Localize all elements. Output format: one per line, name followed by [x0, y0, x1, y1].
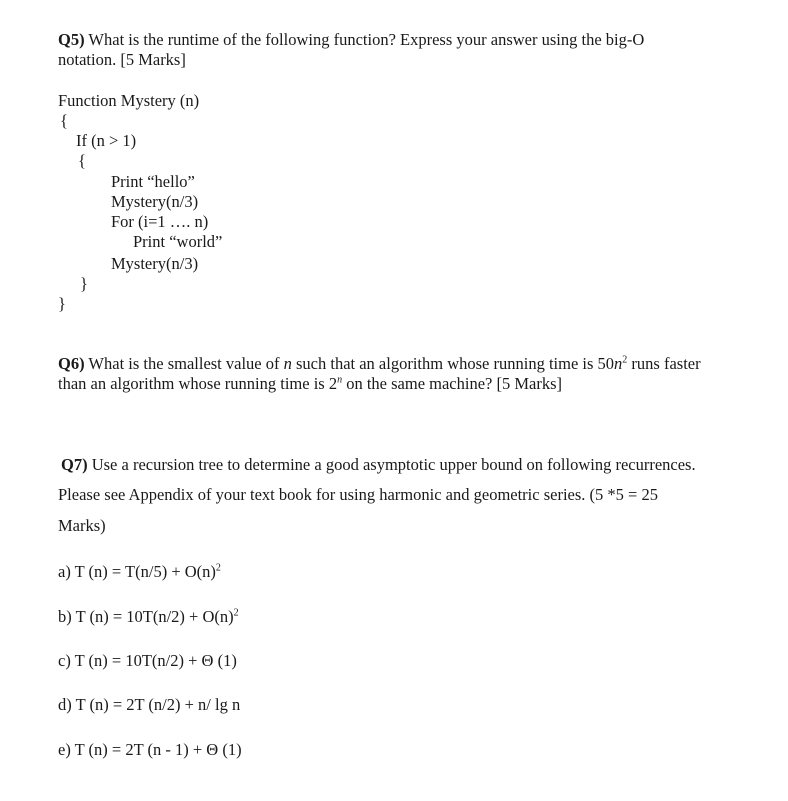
code-print-hello: Print “hello” [111, 172, 195, 191]
q7-line2: Please see Appendix of your text book for using harmonic and geometric series. (5 *5 = 25 [58, 485, 658, 504]
q7-item-d: d) T (n) = 2T (n/2) + n/ lg n [58, 695, 241, 714]
code-call-1: Mystery(n/3) [111, 192, 199, 211]
q5-line2: notation. [5 Marks] [58, 50, 186, 69]
q7-item-b-text: b) T (n) = 10T(n/2) + O(n) [58, 607, 234, 626]
q6-text-b: such that an algorithm whose running time is 50 [291, 354, 615, 373]
q6-line1 [58, 354, 701, 374]
q6-line2-a: than an algorithm whose running time is 2 [58, 374, 338, 393]
q7-label: Q7) [61, 455, 88, 474]
code-open-brace: { [60, 111, 68, 130]
q7-item-a [58, 562, 221, 582]
q5-label: Q5) [58, 30, 85, 49]
code-if-line: If (n > 1) [76, 131, 137, 150]
q6-text-a: What is the smallest value of [88, 354, 284, 373]
q7-item-e: e) T (n) = 2T (n - 1) + Θ (1) [58, 740, 242, 759]
q7-item-a-text: a) T (n) = T(n/5) + O(n) [58, 562, 216, 581]
q6-line2-b: on the same machine? [5 Marks] [342, 374, 563, 393]
code-print-world: Print “world” [133, 232, 223, 251]
code-close-brace: } [58, 294, 66, 313]
q6-exp-n: n [337, 374, 343, 386]
q7-item-c: c) T (n) = 10T(n/2) + Θ (1) [58, 651, 237, 670]
q5-text-line1: What is the runtime of the following function? Express your answer using the big-O [88, 30, 645, 49]
q7-text-line1: Use a recursion tree to determine a good asymptotic upper bound on following recurrences. [91, 455, 696, 474]
q7-item-b [58, 607, 239, 627]
q6-text-c: runs faster [627, 354, 701, 373]
q7-line3: Marks) [58, 516, 106, 535]
code-call-2: Mystery(n/3) [111, 254, 199, 273]
code-inner-open-brace: { [78, 151, 86, 170]
q7-item-b-sup: 2 [233, 607, 239, 619]
code-for-line: For (i=1 …. n) [111, 212, 209, 231]
q6-line2 [58, 374, 562, 394]
q6-label: Q6) [58, 354, 85, 373]
code-function-header: Function Mystery (n) [58, 91, 200, 110]
q5-line1 [58, 30, 644, 50]
code-inner-close-brace: } [80, 274, 88, 293]
q7-item-a-sup: 2 [215, 562, 221, 574]
q6-var-n: n [283, 354, 292, 373]
q6-var-n2: n [614, 354, 623, 373]
q7-line1 [61, 455, 696, 475]
q6-exp-2: 2 [622, 354, 628, 366]
